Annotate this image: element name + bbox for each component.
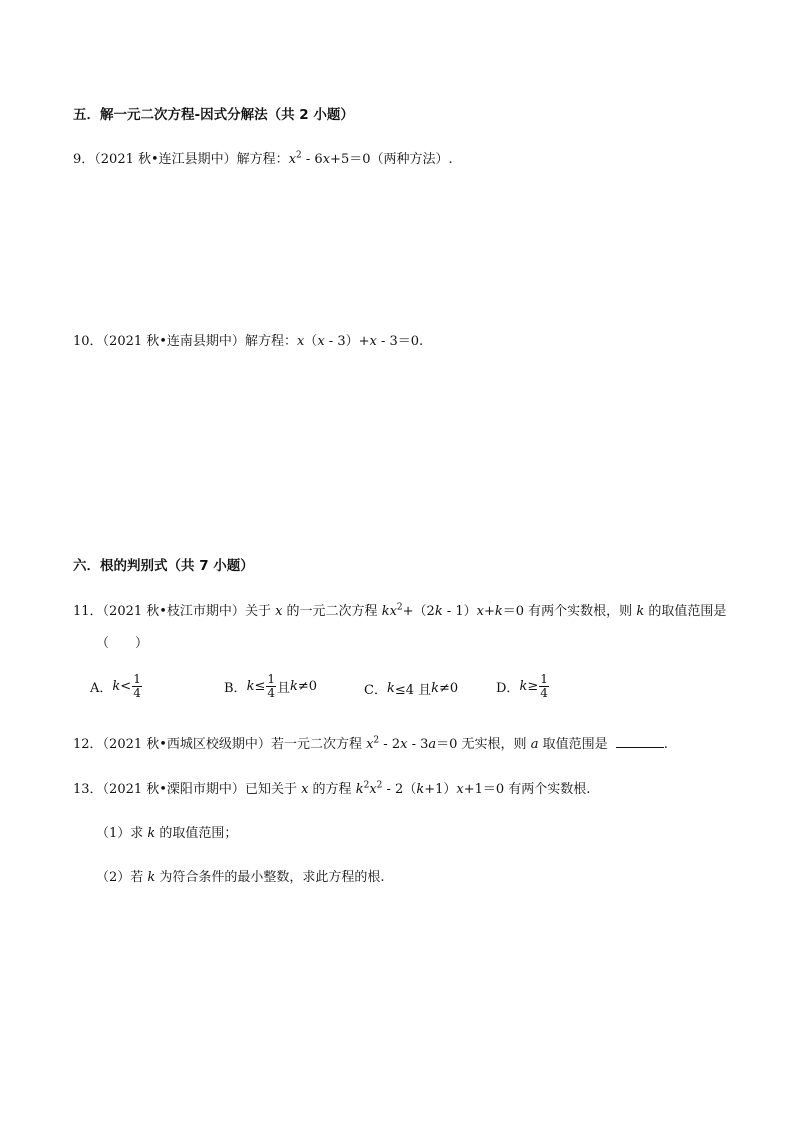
exponent: 2 bbox=[373, 735, 380, 746]
variable: k bbox=[636, 604, 645, 619]
variable: k bbox=[386, 681, 395, 696]
question-text: （ bbox=[304, 334, 318, 349]
question-text: 关于 bbox=[244, 604, 276, 619]
variable: k bbox=[290, 679, 298, 694]
answer-blank[interactable] bbox=[616, 735, 664, 748]
question-11 bbox=[73, 600, 726, 619]
question-text: 解方程： bbox=[244, 334, 297, 349]
question-number: 11． bbox=[73, 604, 103, 619]
question-number: 12． bbox=[73, 737, 103, 752]
question-text: 取值范围是 bbox=[538, 737, 612, 752]
question-13 bbox=[73, 778, 590, 797]
fraction-numerator: 1 bbox=[133, 672, 141, 686]
question-13-part-2 bbox=[96, 866, 385, 885]
variable: k bbox=[147, 826, 156, 841]
fraction bbox=[539, 673, 549, 700]
variable: a bbox=[428, 737, 437, 752]
variable: k bbox=[434, 604, 443, 619]
question-text: - 3 bbox=[407, 737, 429, 752]
option-label: B． bbox=[224, 681, 247, 696]
question-text: - 2（ bbox=[382, 782, 417, 797]
fraction bbox=[132, 673, 142, 700]
option-text: ≤4 且 bbox=[394, 683, 432, 698]
question-10 bbox=[73, 330, 423, 349]
question-text: 解方程： bbox=[236, 152, 289, 167]
option-c[interactable] bbox=[364, 679, 458, 698]
question-source: （2021 秋•连南县期中） bbox=[102, 334, 245, 349]
question-text: +1） bbox=[424, 782, 457, 797]
question-number: 13． bbox=[73, 782, 103, 797]
variable: x bbox=[456, 782, 464, 797]
question-source: （2021 秋•连江县期中） bbox=[94, 152, 237, 167]
variable: kx bbox=[381, 604, 397, 619]
variable: k bbox=[431, 681, 440, 696]
fraction-denominator: 4 bbox=[133, 686, 141, 700]
question-9 bbox=[73, 148, 453, 167]
answer-parentheses: （ ） bbox=[96, 636, 149, 651]
variable: x bbox=[400, 737, 408, 752]
variable: x bbox=[296, 334, 305, 349]
question-12 bbox=[73, 733, 668, 752]
sub-question-text: （2）若 bbox=[96, 870, 148, 885]
question-text: - 6 bbox=[301, 152, 323, 167]
option-text: ≠0 bbox=[297, 679, 318, 694]
variable: a bbox=[530, 737, 539, 752]
relation: ≤ bbox=[254, 679, 266, 694]
variable: x bbox=[366, 737, 374, 752]
option-a[interactable] bbox=[90, 673, 143, 700]
question-text: - 3＝0. bbox=[376, 334, 424, 349]
variable: x bbox=[369, 782, 377, 797]
question-text: 已知关于 bbox=[244, 782, 302, 797]
question-text: 若一元二次方程 bbox=[270, 737, 367, 752]
option-text: ≠0 bbox=[439, 681, 459, 696]
question-text: 的取值范围是 bbox=[644, 604, 727, 619]
variable: k bbox=[355, 782, 364, 797]
variable: x bbox=[369, 334, 377, 349]
exponent: 2 bbox=[396, 602, 403, 613]
section-title-6: 六．根的判别式（共 7 小题） bbox=[73, 558, 254, 574]
option-text: 且 bbox=[277, 681, 291, 696]
question-text: +1＝0 有两个实数根. bbox=[463, 782, 591, 797]
exponent: 2 bbox=[376, 780, 383, 791]
question-text: - 3）+ bbox=[324, 334, 370, 349]
question-number: 10． bbox=[73, 334, 103, 349]
exponent: 2 bbox=[363, 780, 370, 791]
question-text: + bbox=[483, 604, 495, 619]
fraction-numerator: 1 bbox=[267, 672, 275, 686]
question-13-part-1 bbox=[96, 822, 237, 841]
sub-question-text: 的取值范围； bbox=[155, 826, 238, 841]
question-text: ＝0 有两个实数根，则 bbox=[502, 604, 637, 619]
fraction-numerator: 1 bbox=[540, 672, 548, 686]
relation: < bbox=[120, 679, 132, 694]
fraction bbox=[266, 673, 276, 700]
variable: k bbox=[147, 870, 156, 885]
variable: x bbox=[275, 604, 283, 619]
variable: k bbox=[494, 604, 503, 619]
question-source: （2021 秋•西城区校级期中） bbox=[102, 737, 271, 752]
question-text: +5＝0（两种方法）. bbox=[330, 152, 453, 167]
option-d[interactable] bbox=[496, 673, 550, 700]
section-title-5: 五．解一元二次方程-因式分解法（共 2 小题） bbox=[73, 107, 354, 123]
option-label: D． bbox=[496, 681, 520, 696]
variable: k bbox=[519, 679, 528, 694]
question-source: （2021 秋•溧阳市期中） bbox=[102, 782, 245, 797]
fraction-denominator: 4 bbox=[540, 686, 548, 700]
relation: ≥ bbox=[527, 679, 539, 694]
question-number: 9． bbox=[73, 152, 95, 167]
question-text: - 1） bbox=[442, 604, 477, 619]
variable: k bbox=[246, 679, 255, 694]
variable: x bbox=[288, 152, 297, 167]
question-text: . bbox=[663, 737, 668, 752]
sub-question-text: （1）求 bbox=[96, 826, 148, 841]
fraction-denominator: 4 bbox=[267, 686, 275, 700]
option-label: A． bbox=[90, 681, 113, 696]
variable: x bbox=[317, 334, 325, 349]
variable: k bbox=[416, 782, 425, 797]
question-text: ＝0 无实根，则 bbox=[436, 737, 531, 752]
option-label: C． bbox=[364, 683, 387, 698]
question-text: 的方程 bbox=[308, 782, 356, 797]
question-text: - 2 bbox=[379, 737, 401, 752]
question-source: （2021 秋•枝江市期中） bbox=[102, 604, 245, 619]
variable: x bbox=[301, 782, 309, 797]
exponent: 2 bbox=[296, 150, 302, 161]
question-text: +（2 bbox=[402, 604, 435, 619]
variable: x bbox=[322, 152, 331, 167]
variable: x bbox=[476, 604, 484, 619]
sub-question-text: 为符合条件的最小整数，求此方程的根. bbox=[155, 870, 385, 885]
option-b[interactable] bbox=[224, 673, 317, 700]
question-text: 的一元二次方程 bbox=[282, 604, 382, 619]
variable: k bbox=[112, 679, 121, 694]
